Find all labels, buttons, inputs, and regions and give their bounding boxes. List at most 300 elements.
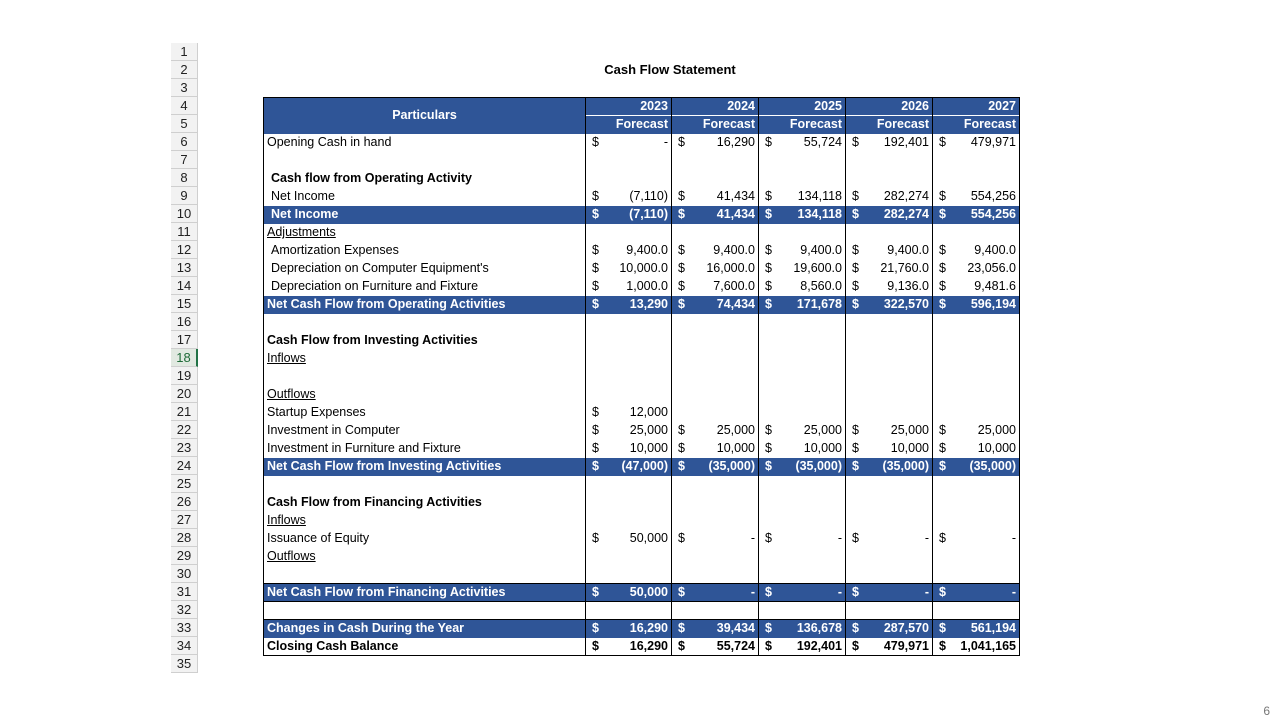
row-label — [264, 224, 586, 242]
value-cell: 136,678 — [777, 620, 846, 638]
currency-symbol: $ — [846, 206, 864, 224]
empty-cell — [777, 494, 846, 512]
empty-cell — [586, 350, 604, 368]
empty-cell — [951, 350, 1020, 368]
value-cell: 25,000 — [864, 422, 933, 440]
empty-cell — [604, 512, 672, 530]
empty-cell — [604, 476, 672, 494]
currency-symbol: $ — [592, 243, 599, 257]
empty-cell — [951, 476, 1020, 494]
currency-symbol: $ — [765, 261, 772, 275]
row-number-gutter[interactable] — [171, 43, 198, 673]
empty-cell — [864, 494, 933, 512]
value-cell: - — [604, 134, 672, 152]
value-cell: - — [777, 530, 846, 548]
empty-cell — [864, 224, 933, 242]
empty-cell — [777, 476, 846, 494]
row-header[interactable]: 7 — [171, 151, 198, 169]
empty-cell — [690, 224, 759, 242]
empty-cell — [672, 152, 690, 170]
empty-cell — [759, 368, 777, 386]
row-header[interactable]: 1 — [171, 43, 198, 61]
row-header[interactable]: 31 — [171, 583, 198, 601]
currency-symbol: $ — [852, 279, 859, 293]
empty-cell — [933, 152, 951, 170]
empty-cell — [951, 332, 1020, 350]
empty-cell — [777, 350, 846, 368]
empty-cell — [586, 602, 604, 620]
empty-cell — [933, 386, 951, 404]
currency-symbol: $ — [678, 531, 685, 545]
currency-symbol: $ — [765, 279, 772, 293]
value-cell: 74,434 — [690, 296, 759, 314]
value-cell: 25,000 — [777, 422, 846, 440]
empty-cell — [690, 152, 759, 170]
row-net-income-total — [264, 206, 1020, 224]
value-cell: (47,000) — [604, 458, 672, 476]
currency-symbol: $ — [759, 296, 777, 314]
value-cell: 1,041,165 — [951, 638, 1020, 656]
value-cell: 287,570 — [864, 620, 933, 638]
empty-cell — [777, 548, 846, 566]
empty-cell — [933, 566, 951, 584]
empty-cell — [690, 350, 759, 368]
currency-symbol: $ — [852, 441, 859, 455]
empty-cell — [933, 332, 951, 350]
value-cell: 554,256 — [951, 206, 1020, 224]
sheet-title: Cash Flow Statement — [604, 62, 736, 77]
currency-symbol: $ — [678, 279, 685, 293]
value-cell: 192,401 — [777, 638, 846, 656]
currency-symbol: $ — [592, 189, 599, 203]
currency-symbol: $ — [846, 584, 864, 602]
currency-symbol: $ — [765, 243, 772, 257]
empty-cell — [846, 386, 864, 404]
row-label: Amortization Expenses — [264, 242, 586, 260]
row-label: Net Income — [264, 188, 586, 206]
value-cell: 55,724 — [690, 638, 759, 656]
currency-symbol: $ — [933, 584, 951, 602]
row-startup — [264, 404, 1020, 422]
currency-symbol: $ — [852, 638, 859, 653]
row-header[interactable]: 8 — [171, 169, 198, 187]
empty-cell — [951, 512, 1020, 530]
empty-cell — [846, 476, 864, 494]
row-label: Investment in Computer — [264, 422, 586, 440]
empty-cell — [586, 368, 604, 386]
row-net-investing — [264, 458, 1020, 476]
currency-symbol: $ — [759, 458, 777, 476]
currency-symbol: $ — [765, 638, 772, 653]
value-cell: 39,434 — [690, 620, 759, 638]
empty-cell — [586, 224, 604, 242]
empty-cell — [586, 386, 604, 404]
empty-cell — [264, 152, 586, 170]
currency-symbol: $ — [592, 279, 599, 293]
row-label: Startup Expenses — [264, 404, 586, 422]
value-cell: (35,000) — [864, 458, 933, 476]
empty-cell — [846, 494, 864, 512]
empty-cell — [864, 476, 933, 494]
empty-cell — [846, 512, 864, 530]
empty-cell — [759, 512, 777, 530]
row-header[interactable]: 3 — [171, 79, 198, 97]
empty-cell — [951, 602, 1020, 620]
currency-symbol: $ — [678, 423, 685, 437]
value-cell: 10,000 — [777, 440, 846, 458]
row-label-text: Outflows — [267, 387, 316, 401]
empty-cell — [864, 152, 933, 170]
empty-cell — [690, 476, 759, 494]
value-cell: 41,434 — [690, 206, 759, 224]
currency-symbol: $ — [765, 189, 772, 203]
empty-cell — [777, 332, 846, 350]
empty-cell — [951, 224, 1020, 242]
row-label: Depreciation on Computer Equipment's — [264, 260, 586, 278]
empty-cell — [846, 314, 864, 332]
value-cell: 25,000 — [951, 422, 1020, 440]
row-changes — [264, 620, 1020, 638]
empty-cell — [672, 170, 690, 188]
row-label-text: Cash flow from Operating Activity — [271, 171, 472, 185]
empty-cell — [672, 386, 690, 404]
empty-cell — [864, 350, 933, 368]
empty-cell — [672, 566, 690, 584]
row-label: Net Cash Flow from Operating Activities — [264, 296, 586, 314]
row-header[interactable]: 17 — [171, 331, 198, 349]
currency-symbol: $ — [586, 458, 604, 476]
empty-cell — [777, 314, 846, 332]
value-cell: 9,400.0 — [951, 242, 1020, 260]
empty-cell — [690, 368, 759, 386]
empty-cell — [864, 512, 933, 530]
currency-symbol: $ — [846, 620, 864, 638]
empty-cell — [604, 314, 672, 332]
row-header[interactable]: 35 — [171, 655, 198, 673]
empty-cell — [604, 548, 672, 566]
currency-symbol: $ — [592, 441, 599, 455]
currency-symbol: $ — [678, 243, 685, 257]
currency-symbol: $ — [939, 135, 946, 149]
empty-cell — [864, 566, 933, 584]
value-cell: - — [690, 584, 759, 602]
empty-cell — [777, 224, 846, 242]
row-label — [264, 548, 586, 566]
row-label: Opening Cash in hand — [264, 134, 586, 152]
value-cell: (7,110) — [604, 188, 672, 206]
empty-cell — [672, 602, 690, 620]
empty-cell — [759, 602, 777, 620]
currency-symbol: $ — [933, 620, 951, 638]
empty-cell — [759, 404, 777, 422]
currency-symbol: $ — [939, 423, 946, 437]
empty-cell — [586, 512, 604, 530]
empty-cell — [951, 170, 1020, 188]
value-cell: 9,400.0 — [690, 242, 759, 260]
currency-symbol: $ — [592, 261, 599, 275]
currency-symbol: $ — [592, 638, 599, 653]
value-cell: 192,401 — [864, 134, 933, 152]
value-cell: 596,194 — [951, 296, 1020, 314]
value-cell: 10,000 — [864, 440, 933, 458]
empty-cell — [672, 224, 690, 242]
empty-cell — [586, 494, 604, 512]
empty-cell — [777, 152, 846, 170]
empty-cell — [759, 314, 777, 332]
row-label: Depreciation on Furniture and Fixture — [264, 278, 586, 296]
empty-cell — [933, 224, 951, 242]
currency-symbol: $ — [765, 135, 772, 149]
row-label — [264, 494, 586, 512]
empty-cell — [586, 476, 604, 494]
currency-symbol: $ — [759, 206, 777, 224]
empty-cell — [777, 368, 846, 386]
currency-symbol: $ — [678, 135, 685, 149]
row-header[interactable]: 19 — [171, 367, 198, 385]
empty-cell — [864, 314, 933, 332]
currency-symbol: $ — [933, 206, 951, 224]
row-label — [264, 350, 586, 368]
row-label: Closing Cash Balance — [264, 638, 586, 656]
row-header[interactable]: 24 — [171, 457, 198, 475]
row-label — [264, 332, 586, 350]
currency-symbol: $ — [759, 620, 777, 638]
value-cell: 21,760.0 — [864, 260, 933, 278]
row-header[interactable]: 12 — [171, 241, 198, 259]
value-cell: (35,000) — [777, 458, 846, 476]
row-header[interactable]: 29 — [171, 547, 198, 565]
empty-cell — [933, 548, 951, 566]
row-header[interactable]: 26 — [171, 493, 198, 511]
empty-cell — [951, 386, 1020, 404]
row-header[interactable]: 23 — [171, 439, 198, 457]
empty-cell — [586, 566, 604, 584]
empty-cell — [604, 494, 672, 512]
year-header: 2025 — [759, 98, 846, 116]
row-header[interactable]: 27 — [171, 511, 198, 529]
empty-cell — [690, 404, 759, 422]
empty-cell — [672, 404, 690, 422]
empty-cell — [604, 152, 672, 170]
row-header[interactable]: 13 — [171, 259, 198, 277]
empty-cell — [846, 368, 864, 386]
value-cell: 13,290 — [604, 296, 672, 314]
row-header[interactable]: 34 — [171, 637, 198, 655]
value-cell: 8,560.0 — [777, 278, 846, 296]
empty-cell — [672, 332, 690, 350]
row-header[interactable]: 5 — [171, 115, 198, 133]
value-cell: 16,000.0 — [690, 260, 759, 278]
empty-cell — [777, 602, 846, 620]
value-cell: 10,000 — [690, 440, 759, 458]
empty-cell — [846, 332, 864, 350]
empty-cell — [586, 548, 604, 566]
value-cell: (7,110) — [604, 206, 672, 224]
value-cell: 10,000.0 — [604, 260, 672, 278]
empty-cell — [759, 566, 777, 584]
row-header[interactable]: 18 — [171, 349, 198, 367]
empty-cell — [933, 512, 951, 530]
empty-cell — [672, 512, 690, 530]
currency-symbol: $ — [672, 458, 690, 476]
row-label-text: Adjustments — [267, 225, 336, 239]
value-cell: 282,274 — [864, 188, 933, 206]
empty-cell — [864, 602, 933, 620]
empty-cell — [777, 566, 846, 584]
empty-cell — [586, 152, 604, 170]
empty-cell — [690, 566, 759, 584]
row-closing — [264, 638, 1020, 656]
empty-cell — [586, 170, 604, 188]
row-header[interactable]: 28 — [171, 529, 198, 547]
row-header[interactable]: 4 — [171, 97, 198, 115]
row-header[interactable]: 11 — [171, 223, 198, 241]
empty-cell — [777, 386, 846, 404]
value-cell: 12,000 — [604, 404, 672, 422]
row-amortization — [264, 242, 1020, 260]
empty-cell — [586, 314, 604, 332]
row-header[interactable]: 22 — [171, 421, 198, 439]
empty-cell — [864, 170, 933, 188]
value-cell: 41,434 — [690, 188, 759, 206]
empty-cell — [690, 602, 759, 620]
row-header[interactable]: 2 — [171, 61, 198, 79]
empty-cell — [777, 170, 846, 188]
currency-symbol: $ — [939, 279, 946, 293]
row-header[interactable]: 6 — [171, 133, 198, 151]
empty-cell — [690, 332, 759, 350]
value-cell: 479,971 — [864, 638, 933, 656]
row-header[interactable]: 16 — [171, 313, 198, 331]
empty-cell — [951, 152, 1020, 170]
cash-flow-table — [263, 97, 1020, 656]
empty-cell — [951, 566, 1020, 584]
row-label: Investment in Furniture and Fixture — [264, 440, 586, 458]
currency-symbol: $ — [592, 531, 599, 545]
empty-cell — [933, 314, 951, 332]
empty-cell — [933, 476, 951, 494]
row-header[interactable]: 15 — [171, 295, 198, 313]
row-label: Net Cash Flow from Investing Activities — [264, 458, 586, 476]
currency-symbol: $ — [765, 423, 772, 437]
forecast-subheader: Forecast — [846, 116, 933, 134]
empty-cell — [951, 368, 1020, 386]
empty-cell — [672, 548, 690, 566]
row-equity — [264, 530, 1020, 548]
currency-symbol: $ — [846, 458, 864, 476]
empty-cell — [690, 548, 759, 566]
currency-symbol: $ — [592, 135, 599, 149]
empty-cell — [846, 224, 864, 242]
year-header: 2024 — [672, 98, 759, 116]
empty-cell — [604, 224, 672, 242]
currency-symbol: $ — [759, 584, 777, 602]
empty-cell — [690, 512, 759, 530]
empty-cell — [846, 170, 864, 188]
row-label: Changes in Cash During the Year — [264, 620, 586, 638]
row-label: Issuance of Equity — [264, 530, 586, 548]
value-cell: 9,481.6 — [951, 278, 1020, 296]
currency-symbol: $ — [852, 423, 859, 437]
empty-cell — [777, 404, 846, 422]
row-header[interactable]: 33 — [171, 619, 198, 637]
empty-cell — [759, 386, 777, 404]
forecast-subheader: Forecast — [586, 116, 672, 134]
currency-symbol: $ — [586, 206, 604, 224]
value-cell: 16,290 — [604, 638, 672, 656]
row-label: Net Cash Flow from Financing Activities — [264, 584, 586, 602]
currency-symbol: $ — [933, 458, 951, 476]
empty-cell — [864, 386, 933, 404]
currency-symbol: $ — [939, 261, 946, 275]
empty-cell — [690, 170, 759, 188]
empty-cell — [777, 512, 846, 530]
value-cell: 50,000 — [604, 530, 672, 548]
value-cell: - — [864, 530, 933, 548]
currency-symbol: $ — [939, 243, 946, 257]
row-label — [264, 386, 586, 404]
empty-cell — [864, 404, 933, 422]
forecast-subheader: Forecast — [759, 116, 846, 134]
row-label — [264, 170, 586, 188]
currency-symbol: $ — [939, 189, 946, 203]
empty-cell — [759, 224, 777, 242]
currency-symbol: $ — [672, 584, 690, 602]
empty-cell — [264, 368, 586, 386]
empty-cell — [864, 548, 933, 566]
year-header: 2027 — [933, 98, 1020, 116]
page-number: 6 — [1263, 704, 1270, 718]
value-cell: 25,000 — [690, 422, 759, 440]
row-header[interactable]: 30 — [171, 565, 198, 583]
empty-cell — [690, 494, 759, 512]
empty-cell — [951, 548, 1020, 566]
row-header[interactable]: 14 — [171, 277, 198, 295]
empty-cell — [864, 368, 933, 386]
empty-cell — [933, 170, 951, 188]
row-header[interactable]: 21 — [171, 403, 198, 421]
value-cell: 9,400.0 — [864, 242, 933, 260]
value-cell: 171,678 — [777, 296, 846, 314]
row-header[interactable]: 20 — [171, 385, 198, 403]
empty-cell — [604, 332, 672, 350]
empty-cell — [672, 350, 690, 368]
currency-symbol: $ — [672, 620, 690, 638]
row-header[interactable]: 32 — [171, 601, 198, 619]
value-cell: 134,118 — [777, 206, 846, 224]
currency-symbol: $ — [852, 531, 859, 545]
currency-symbol: $ — [939, 638, 946, 653]
value-cell: (35,000) — [690, 458, 759, 476]
row-header[interactable]: 9 — [171, 187, 198, 205]
row-label — [264, 512, 586, 530]
value-cell: 9,400.0 — [777, 242, 846, 260]
value-cell: 7,600.0 — [690, 278, 759, 296]
empty-cell — [846, 566, 864, 584]
row-header[interactable]: 10 — [171, 205, 198, 223]
empty-cell — [264, 314, 586, 332]
row-header[interactable]: 25 — [171, 475, 198, 493]
currency-symbol: $ — [678, 261, 685, 275]
value-cell: 23,056.0 — [951, 260, 1020, 278]
currency-symbol: $ — [592, 405, 599, 419]
empty-cell — [264, 566, 586, 584]
row-label: Net Income — [264, 206, 586, 224]
empty-cell — [759, 152, 777, 170]
empty-cell — [586, 332, 604, 350]
empty-cell — [933, 368, 951, 386]
year-header: 2026 — [846, 98, 933, 116]
